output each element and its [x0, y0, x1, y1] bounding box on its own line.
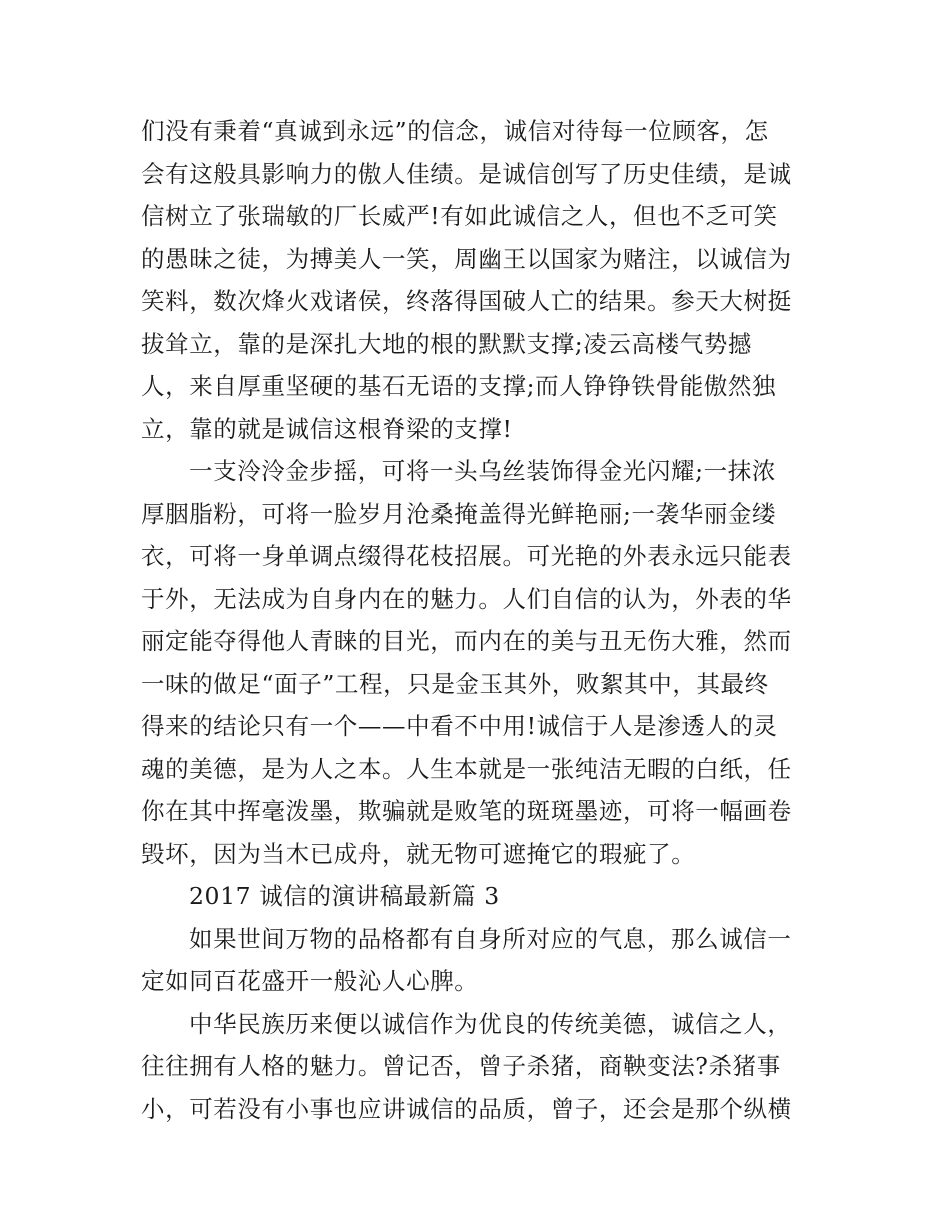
text-line: 魂的美德，是为人之本。人生本就是一张纯洁无暇的白纸，任: [141, 754, 792, 783]
paragraph-first-line: 中华民族历来便以诚信作为优良的传统美德，诚信之人，: [189, 1009, 792, 1038]
text-line: 丽定能夺得他人青睐的目光，而内在的美与丑无伤大雅，然而: [141, 627, 792, 655]
text-line: 定如同百花盛开一般沁人心脾。: [141, 967, 479, 995]
text-line: 立，靠的就是诚信这根脊梁的支撑!: [141, 414, 513, 443]
text-line: 的愚昧之徒，为搏美人一笑，周幽王以国家为赌注，以诚信为: [141, 244, 792, 273]
text-line: 笑料，数次烽火戏诸侯，终落得国破人亡的结果。参天大树挺: [141, 287, 792, 315]
text-line: 们没有秉着“真诚到永远”的信念，诚信对待每一位顾客，怎: [141, 117, 769, 145]
text-line: 你在其中挥毫泼墨，欺骗就是败笔的斑斑墨迹，可将一幅画卷: [141, 797, 792, 825]
text-line: 信树立了张瑞敏的厂长威严!有如此诚信之人，但也不乏可笑: [141, 202, 778, 230]
text-line: 小，可若没有小事也应讲诚信的品质，曾子，还会是那个纵横: [141, 1094, 792, 1123]
text-line: 会有这般具影响力的傲人佳绩。是诚信创写了历史佳绩，是诚: [141, 159, 792, 188]
paragraph-first-line: 如果世间万物的品格都有自身所对应的气息，那么诚信一: [189, 924, 792, 953]
paragraph-first-line: 一支泠泠金步摇，可将一头乌丝装饰得金光闪耀;一抹浓: [189, 457, 776, 485]
text-line: 衣，可将一身单调点缀得花枝招展。可光艳的外表永远只能表: [141, 542, 792, 570]
text-line: 毁坏，因为当木已成舟，就无物可遮掩它的瑕疵了。: [141, 839, 696, 868]
text-line: 得来的结论只有一个——中看不中用!诚信于人是渗透人的灵: [141, 712, 778, 740]
text-line: 拔耸立，靠的是深扎大地的根的默默支撑;凌云高楼气势撼: [141, 329, 753, 358]
document-body: [141, 110, 821, 1130]
text-line: 往往拥有人格的魅力。曾记否，曾子杀猪，商鞅变法?杀猪事: [141, 1052, 781, 1080]
text-line: 一味的做足“面子”工程，只是金玉其外，败絮其中，其最终: [141, 669, 769, 698]
text-line: 于外，无法成为自身内在的魅力。人们自信的认为，外表的华: [141, 584, 792, 613]
text-line: 厚胭脂粉，可将一脸岁月沧桑掩盖得光鲜艳丽;一袭华丽金缕: [141, 499, 777, 528]
section-heading: 2017 诚信的演讲稿最新篇 3: [189, 882, 500, 910]
text-line: 人，来自厚重坚硬的基石无语的支撑;而人铮铮铁骨能傲然独: [141, 372, 777, 400]
